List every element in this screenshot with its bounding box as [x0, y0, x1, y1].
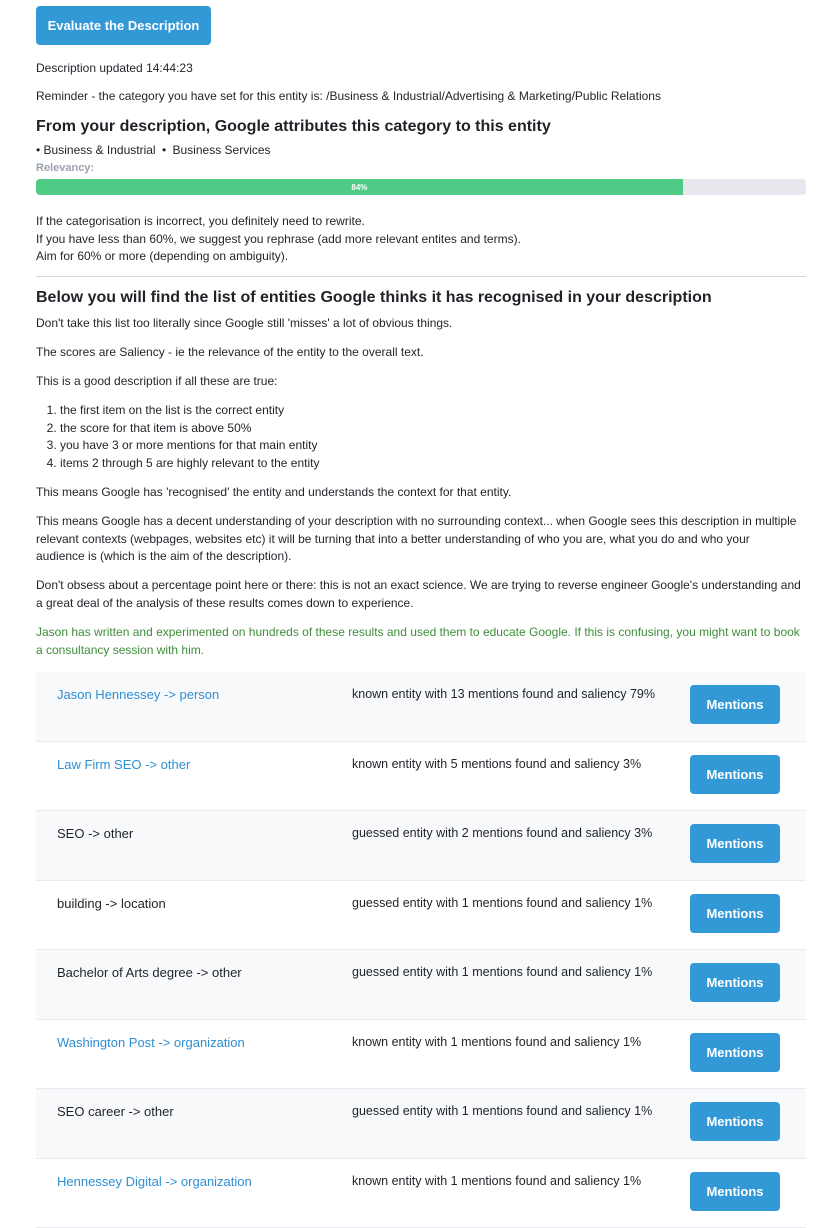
- obsess-note: Don't obsess about a percentage point here or there: this is not an exact science. We are trying to reverse engineer Google's understanding and a great deal of the analysis of these results comes down to experience.: [36, 577, 801, 612]
- note-rephrase: If you have less than 60%, we suggest you rephrase (add more relevant entites and terms).: [36, 232, 521, 246]
- mentions-button[interactable]: Mentions: [690, 1033, 780, 1072]
- note-aim: Aim for 60% or more (depending on ambiguity).: [36, 249, 288, 263]
- note-incorrect: If the categorisation is incorrect, you definitely need to rewrite.: [36, 214, 365, 228]
- category-reminder: Reminder - the category you have set for this entity is: /Business & Industrial/Advertising & Marketing/Public Relations: [36, 89, 661, 103]
- entity-description: guessed entity with 1 mentions found and saliency 1%: [352, 896, 652, 910]
- bullet-separator: •: [162, 143, 166, 157]
- entity-description: known entity with 5 mentions found and saliency 3%: [352, 757, 641, 771]
- entity-name: building -> location: [57, 896, 166, 911]
- entity-name: Bachelor of Arts degree -> other: [57, 965, 242, 980]
- entity-description: known entity with 1 mentions found and saliency 1%: [352, 1174, 641, 1188]
- entity-description: guessed entity with 2 mentions found and saliency 3%: [352, 826, 652, 840]
- meaning-understanding: This means Google has a decent understanding of your description with no surrounding context... when Google sees this description in multiple relevant contexts (webpages, websites etc) it will be turning that into a better understanding of who you are, what you do and who your audience is (which is the aim of the description).: [36, 513, 801, 566]
- evaluate-description-button[interactable]: Evaluate the Description: [36, 6, 211, 45]
- entity-name: SEO career -> other: [57, 1104, 174, 1119]
- criteria-intro: This is a good description if all these are true:: [36, 374, 277, 388]
- entity-row: [36, 1020, 806, 1090]
- meaning-recognised: This means Google has 'recognised' the entity and understands the context for that entity.: [36, 484, 801, 502]
- relevancy-progress-fill: 84%: [36, 179, 683, 195]
- mentions-button[interactable]: Mentions: [690, 963, 780, 1002]
- mentions-button[interactable]: Mentions: [690, 685, 780, 724]
- entity-description: guessed entity with 1 mentions found and saliency 1%: [352, 1104, 652, 1118]
- section-divider: [36, 276, 806, 277]
- scores-note: The scores are Saliency - ie the relevance of the entity to the overall text.: [36, 345, 424, 359]
- category-list: [36, 143, 271, 157]
- consultancy-note: Jason has written and experimented on hundreds of these results and used them to educate Google. If this is confusing, you might want to book a consultancy session with him.: [36, 624, 801, 659]
- criteria-item: 1. the first item on the list is the correct entity: [60, 402, 319, 420]
- bullet-separator: •: [36, 143, 40, 157]
- criteria-list: [36, 402, 319, 472]
- mentions-button[interactable]: Mentions: [690, 824, 780, 863]
- category-item: Business Services: [173, 143, 271, 157]
- entity-name-link[interactable]: Washington Post -> organization: [57, 1035, 245, 1050]
- entity-row: [36, 742, 806, 812]
- criteria-item: 4. items 2 through 5 are highly relevant to the entity: [60, 455, 319, 473]
- criteria-item: 3. you have 3 or more mentions for that main entity: [60, 437, 319, 455]
- entity-name: SEO -> other: [57, 826, 133, 841]
- entity-row: [36, 881, 806, 951]
- category-heading: From your description, Google attributes this category to this entity: [36, 118, 551, 136]
- criteria-item: 2. the score for that item is above 50%: [60, 420, 319, 438]
- entity-name-link[interactable]: Hennessey Digital -> organization: [57, 1174, 252, 1189]
- entities-heading: Below you will find the list of entities Google thinks it has recognised in your description: [36, 289, 712, 307]
- relevancy-label: Relevancy:: [36, 162, 94, 174]
- entity-row: [36, 950, 806, 1020]
- category-item: Business & Industrial: [44, 143, 156, 157]
- mentions-button[interactable]: Mentions: [690, 894, 780, 933]
- entity-name-link[interactable]: Law Firm SEO -> other: [57, 757, 190, 772]
- entity-row: [36, 1089, 806, 1159]
- entity-description: known entity with 13 mentions found and saliency 79%: [352, 687, 655, 701]
- mentions-button[interactable]: Mentions: [690, 1172, 780, 1211]
- updated-status: Description updated 14:44:23: [36, 61, 193, 75]
- mentions-button[interactable]: Mentions: [690, 1102, 780, 1141]
- entity-table: [36, 672, 806, 1228]
- relevancy-progress-bar: [36, 179, 806, 195]
- entity-description: known entity with 1 mentions found and saliency 1%: [352, 1035, 641, 1049]
- entity-row: [36, 1159, 806, 1228]
- entities-intro: Don't take this list too literally since Google still 'misses' a lot of obvious things.: [36, 316, 452, 330]
- entity-row: [36, 672, 806, 742]
- entity-description: guessed entity with 1 mentions found and saliency 1%: [352, 965, 652, 979]
- entity-row: [36, 811, 806, 881]
- mentions-button[interactable]: Mentions: [690, 755, 780, 794]
- entity-name-link[interactable]: Jason Hennessey -> person: [57, 687, 219, 702]
